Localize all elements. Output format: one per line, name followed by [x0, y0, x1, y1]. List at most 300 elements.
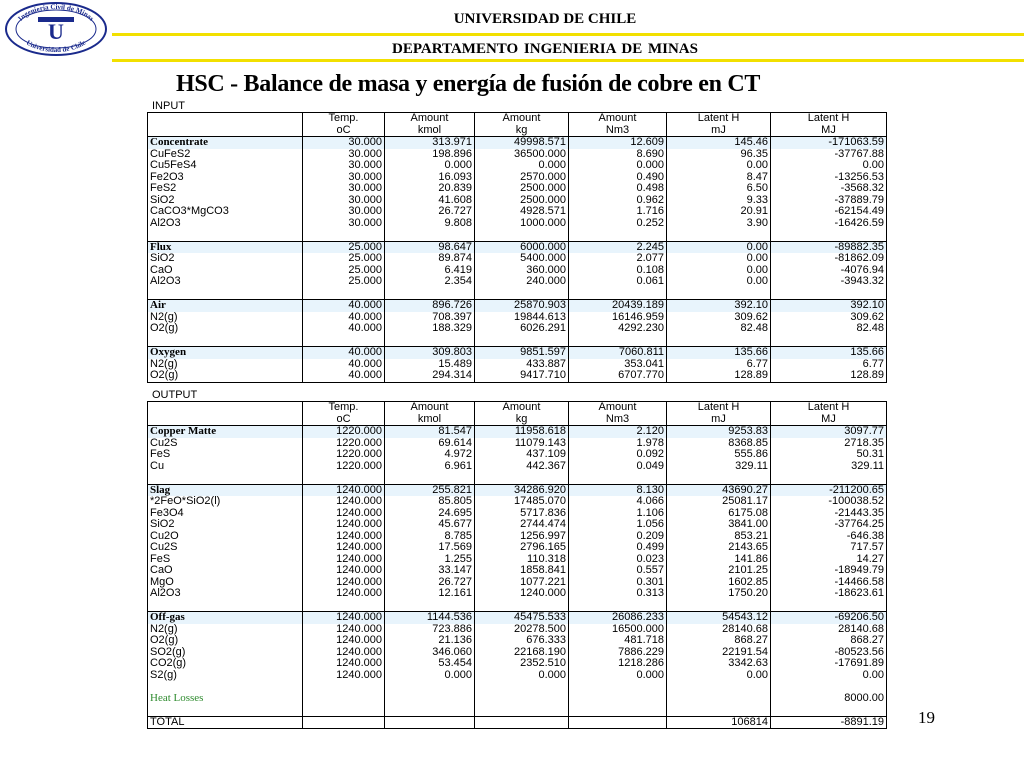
table-cell: Off-gas [148, 612, 303, 624]
table-cell: 25870.903 [475, 300, 569, 312]
table-cell: 392.10 [667, 300, 771, 312]
table-row [148, 519, 887, 531]
table-cell: -3943.32 [771, 276, 887, 288]
table-cell: 40.000 [303, 300, 385, 312]
table-cell: 3841.00 [667, 519, 771, 531]
table-cell: 6000.000 [475, 241, 569, 253]
table-cell: Cu [148, 461, 303, 473]
table-cell: 145.46 [667, 137, 771, 149]
table-cell: 6.77 [667, 359, 771, 371]
table-cell: O2(g) [148, 635, 303, 647]
table-cell: FeS2 [148, 183, 303, 195]
table-cell: -3568.32 [771, 183, 887, 195]
table-cell: 723.886 [385, 624, 475, 636]
table-cell: 1240.000 [303, 508, 385, 520]
header-divider-bottom [112, 59, 1024, 62]
table-row [148, 149, 887, 161]
table-cell [569, 288, 667, 300]
table-cell: 40.000 [303, 370, 385, 382]
table-cell: 11079.143 [475, 438, 569, 450]
table-cell: 309.62 [667, 312, 771, 324]
table-cell: Cu2S [148, 542, 303, 554]
table-row [148, 160, 887, 172]
table-cell: 2718.35 [771, 438, 887, 450]
table-cell: 20278.500 [475, 624, 569, 636]
table-cell: 6175.08 [667, 508, 771, 520]
table-cell [385, 472, 475, 484]
table-cell: 1220.000 [303, 426, 385, 438]
table-cell: -18949.79 [771, 565, 887, 577]
table-cell: CaCO3*MgCO3 [148, 206, 303, 218]
table-row [148, 588, 887, 600]
table-cell [475, 600, 569, 612]
column-header: Amount [385, 113, 475, 125]
table-cell: 0.00 [771, 670, 887, 682]
table-row [148, 461, 887, 473]
spacer-row [148, 600, 887, 612]
table-cell [148, 229, 303, 241]
table-cell: 69.614 [385, 438, 475, 450]
table-cell: 54543.12 [667, 612, 771, 624]
table-cell: 0.00 [667, 160, 771, 172]
table-cell: 0.209 [569, 531, 667, 543]
table-cell: 8.785 [385, 531, 475, 543]
table-cell: 4.972 [385, 449, 475, 461]
table-cell: 392.10 [771, 300, 887, 312]
table-row [148, 253, 887, 265]
table-cell: 2.245 [569, 241, 667, 253]
table-cell: SiO2 [148, 195, 303, 207]
table-row [148, 265, 887, 277]
table-cell [569, 335, 667, 347]
table-cell: Concentrate [148, 137, 303, 149]
table-cell: 11958.618 [475, 426, 569, 438]
table-cell: 26086.233 [569, 612, 667, 624]
table-cell [569, 600, 667, 612]
table-cell [475, 229, 569, 241]
department-name: DEPARTAMENTO INGENIERIA DE MINAS [392, 41, 698, 57]
table-cell: 25.000 [303, 241, 385, 253]
table-cell: 2101.25 [667, 565, 771, 577]
table-cell: 0.00 [771, 160, 887, 172]
table-cell: Al2O3 [148, 588, 303, 600]
table-cell: *2FeO*SiO2(l) [148, 496, 303, 508]
table-cell [148, 288, 303, 300]
table-cell: Fe3O4 [148, 508, 303, 520]
table-cell: -37889.79 [771, 195, 887, 207]
table-row [148, 542, 887, 554]
table-cell: 0.023 [569, 554, 667, 566]
table-cell: 2352.510 [475, 658, 569, 670]
table-cell: 40.000 [303, 312, 385, 324]
table-cell: SiO2 [148, 253, 303, 265]
table-cell [475, 716, 569, 729]
table-cell: 135.66 [667, 347, 771, 359]
table-cell: 1.106 [569, 508, 667, 520]
table-cell: Fe2O3 [148, 172, 303, 184]
table-cell: 12.161 [385, 588, 475, 600]
table-cell: -18623.61 [771, 588, 887, 600]
column-header: Nm3 [569, 125, 667, 137]
table-row [148, 359, 887, 371]
table-cell: 2500.000 [475, 183, 569, 195]
page-title: HSC - Balance de masa y energía de fusión de cobre en CT [176, 71, 761, 97]
table-cell: N2(g) [148, 312, 303, 324]
table-cell: 81.547 [385, 426, 475, 438]
table-row [148, 449, 887, 461]
table-cell [303, 335, 385, 347]
table-cell: 7886.229 [569, 647, 667, 659]
table-cell: 1218.286 [569, 658, 667, 670]
table-cell: 1240.000 [303, 670, 385, 682]
table-cell: 22168.190 [475, 647, 569, 659]
table-cell: 7060.811 [569, 347, 667, 359]
table-cell: FeS [148, 449, 303, 461]
table-cell: Flux [148, 241, 303, 253]
table-cell: 1240.000 [303, 624, 385, 636]
table-cell: 85.805 [385, 496, 475, 508]
table-cell [148, 681, 303, 693]
table-cell [771, 229, 887, 241]
column-header: mJ [667, 414, 771, 426]
table-cell: -81862.09 [771, 253, 887, 265]
table-cell: 20.91 [667, 206, 771, 218]
group-total-row [148, 137, 887, 149]
column-header [148, 125, 303, 137]
table-cell: 1220.000 [303, 438, 385, 450]
table-cell: 50.31 [771, 449, 887, 461]
table-cell: Copper Matte [148, 426, 303, 438]
column-header: MJ [771, 125, 887, 137]
table-cell: O2(g) [148, 370, 303, 382]
table-cell [303, 472, 385, 484]
table-cell: -646.38 [771, 531, 887, 543]
table-cell [667, 472, 771, 484]
table-row [148, 635, 887, 647]
table-cell: N2(g) [148, 624, 303, 636]
table-cell: 3.90 [667, 218, 771, 230]
table-row [148, 531, 887, 543]
table-cell: 16146.959 [569, 312, 667, 324]
table-cell: 9.808 [385, 218, 475, 230]
table-cell: Oxygen [148, 347, 303, 359]
table-cell: 141.86 [667, 554, 771, 566]
table-cell: 25.000 [303, 265, 385, 277]
table-cell [667, 693, 771, 705]
table-cell: 0.000 [569, 160, 667, 172]
table-cell: -89882.35 [771, 241, 887, 253]
table-cell: 40.000 [303, 359, 385, 371]
table-cell: 0.962 [569, 195, 667, 207]
table-cell: Cu2O [148, 531, 303, 543]
table-row [148, 496, 887, 508]
table-cell [385, 288, 475, 300]
column-header [148, 113, 303, 125]
table-cell: -37767.88 [771, 149, 887, 161]
table-cell: 0.108 [569, 265, 667, 277]
group-total-row [148, 484, 887, 496]
table-row [148, 670, 887, 682]
table-row [148, 565, 887, 577]
table-cell [303, 681, 385, 693]
table-cell: 8.690 [569, 149, 667, 161]
table-cell: 1077.221 [475, 577, 569, 589]
table-cell: 1240.000 [303, 647, 385, 659]
table-cell: 309.803 [385, 347, 475, 359]
table-cell: 6.419 [385, 265, 475, 277]
table-cell [667, 681, 771, 693]
table-cell [569, 229, 667, 241]
table-cell: 1240.000 [303, 519, 385, 531]
column-header: MJ [771, 414, 887, 426]
table-cell: 26.727 [385, 577, 475, 589]
table-cell [667, 335, 771, 347]
table-cell [569, 693, 667, 705]
table-cell [569, 472, 667, 484]
table-row [148, 554, 887, 566]
table-cell: 0.00 [667, 276, 771, 288]
table-cell: 25.000 [303, 253, 385, 265]
table-cell: 2143.65 [667, 542, 771, 554]
table-header-row [148, 113, 887, 125]
spacer-row [148, 472, 887, 484]
table-cell: 33.147 [385, 565, 475, 577]
table-cell: 1.056 [569, 519, 667, 531]
table-cell: 128.89 [667, 370, 771, 382]
table-cell: 25081.17 [667, 496, 771, 508]
table-cell: 481.718 [569, 635, 667, 647]
table-row [148, 647, 887, 659]
spacer-row [148, 681, 887, 693]
input-table [147, 112, 887, 383]
table-cell: 45.677 [385, 519, 475, 531]
table-cell: 1240.000 [303, 496, 385, 508]
table-cell: -8891.19 [771, 716, 887, 729]
table-cell [771, 704, 887, 716]
table-cell: CaO [148, 565, 303, 577]
table-cell: Al2O3 [148, 276, 303, 288]
table-cell: 0.000 [475, 160, 569, 172]
table-cell: 41.608 [385, 195, 475, 207]
table-header-row [148, 414, 887, 426]
table-cell: 9851.597 [475, 347, 569, 359]
table-cell: 329.11 [771, 461, 887, 473]
column-header: oC [303, 125, 385, 137]
table-cell: 2570.000 [475, 172, 569, 184]
table-cell [303, 704, 385, 716]
table-cell: O2(g) [148, 323, 303, 335]
table-cell: 0.000 [475, 670, 569, 682]
table-cell [771, 472, 887, 484]
table-cell: 2796.165 [475, 542, 569, 554]
table-cell: Cu5FeS4 [148, 160, 303, 172]
table-row [148, 323, 887, 335]
table-cell [771, 335, 887, 347]
table-cell: 0.000 [385, 160, 475, 172]
table-cell: 30.000 [303, 160, 385, 172]
logo-text-top: Ingeniería Civil de Minas [16, 2, 96, 23]
table-cell: 555.86 [667, 449, 771, 461]
table-cell: -16426.59 [771, 218, 887, 230]
table-cell: 4928.571 [475, 206, 569, 218]
table-cell: 198.896 [385, 149, 475, 161]
column-header [148, 402, 303, 414]
table-cell: MgO [148, 577, 303, 589]
table-cell: 30.000 [303, 149, 385, 161]
table-cell: -17691.89 [771, 658, 887, 670]
table-cell: 2.077 [569, 253, 667, 265]
group-total-row [148, 426, 887, 438]
table-cell: 313.971 [385, 137, 475, 149]
table-cell: Al2O3 [148, 218, 303, 230]
table-cell [475, 472, 569, 484]
table-cell: 9.33 [667, 195, 771, 207]
table-cell: 0.313 [569, 588, 667, 600]
table-cell [385, 335, 475, 347]
table-cell: 0.252 [569, 218, 667, 230]
table-cell: 1256.997 [475, 531, 569, 543]
table-cell: 2.354 [385, 276, 475, 288]
table-cell: 0.490 [569, 172, 667, 184]
table-cell [475, 693, 569, 705]
column-header: Latent H [667, 113, 771, 125]
table-cell: 43690.27 [667, 484, 771, 496]
table-cell [148, 335, 303, 347]
table-cell: 1240.000 [303, 577, 385, 589]
table-row [148, 508, 887, 520]
table-cell: -211200.65 [771, 484, 887, 496]
table-cell: 30.000 [303, 183, 385, 195]
column-header: Temp. [303, 402, 385, 414]
table-cell: CaO [148, 265, 303, 277]
table-cell: 1240.000 [303, 612, 385, 624]
table-cell: 868.27 [771, 635, 887, 647]
table-row [148, 172, 887, 184]
table-cell: 1220.000 [303, 461, 385, 473]
total-row [148, 716, 887, 729]
logo-letter: U [48, 19, 64, 44]
table-cell: -14466.58 [771, 577, 887, 589]
table-cell: 28140.68 [771, 624, 887, 636]
table-cell: 30.000 [303, 218, 385, 230]
table-cell: 110.318 [475, 554, 569, 566]
table-cell: Slag [148, 484, 303, 496]
column-header: Amount [475, 402, 569, 414]
column-header: Temp. [303, 113, 385, 125]
table-cell [303, 716, 385, 729]
column-header: Latent H [771, 402, 887, 414]
table-cell [303, 288, 385, 300]
table-cell: 17.569 [385, 542, 475, 554]
group-total-row [148, 241, 887, 253]
table-cell: 8368.85 [667, 438, 771, 450]
column-header: kg [475, 414, 569, 426]
table-cell [385, 693, 475, 705]
table-cell: 2744.474 [475, 519, 569, 531]
table-cell [771, 600, 887, 612]
column-header: Amount [385, 402, 475, 414]
table-cell: SiO2 [148, 519, 303, 531]
table-cell: 255.821 [385, 484, 475, 496]
table-cell [569, 681, 667, 693]
table-cell: 442.367 [475, 461, 569, 473]
table-cell: 6026.291 [475, 323, 569, 335]
column-header: Nm3 [569, 414, 667, 426]
table-header-row [148, 125, 887, 137]
table-cell: 346.060 [385, 647, 475, 659]
table-cell: -69206.50 [771, 612, 887, 624]
table-cell: Cu2S [148, 438, 303, 450]
table-cell: 15.489 [385, 359, 475, 371]
table-cell: 717.57 [771, 542, 887, 554]
table-cell: 19844.613 [475, 312, 569, 324]
table-cell: 22191.54 [667, 647, 771, 659]
spacer-row [148, 229, 887, 241]
table-cell [303, 600, 385, 612]
table-cell: -100038.52 [771, 496, 887, 508]
table-cell [148, 704, 303, 716]
table-cell: 24.695 [385, 508, 475, 520]
table-cell: -13256.53 [771, 172, 887, 184]
table-cell: 896.726 [385, 300, 475, 312]
table-cell: 40.000 [303, 347, 385, 359]
input-section-label: INPUT [152, 100, 185, 112]
table-cell: 1240.000 [303, 484, 385, 496]
table-cell [771, 288, 887, 300]
table-cell: 0.557 [569, 565, 667, 577]
table-cell: 360.000 [475, 265, 569, 277]
table-cell: 676.333 [475, 635, 569, 647]
table-cell: TOTAL [148, 716, 303, 729]
table-cell: SO2(g) [148, 647, 303, 659]
table-cell: 9253.83 [667, 426, 771, 438]
table-cell: -80523.56 [771, 647, 887, 659]
table-row [148, 438, 887, 450]
table-cell: 89.874 [385, 253, 475, 265]
table-cell: 868.27 [667, 635, 771, 647]
column-header: kg [475, 125, 569, 137]
table-cell: 433.887 [475, 359, 569, 371]
table-cell: 0.00 [667, 670, 771, 682]
table-row [148, 658, 887, 670]
table-cell: 26.727 [385, 206, 475, 218]
table-cell: Air [148, 300, 303, 312]
table-cell: 309.62 [771, 312, 887, 324]
table-cell: 36500.000 [475, 149, 569, 161]
table-cell: 0.000 [569, 670, 667, 682]
table-cell: 82.48 [667, 323, 771, 335]
table-cell: 45475.533 [475, 612, 569, 624]
table-cell: 2500.000 [475, 195, 569, 207]
table-cell [148, 472, 303, 484]
table-cell: 2.120 [569, 426, 667, 438]
table-cell: 8.130 [569, 484, 667, 496]
table-cell: 128.89 [771, 370, 887, 382]
table-cell: 9417.710 [475, 370, 569, 382]
table-cell: 708.397 [385, 312, 475, 324]
table-cell: 353.041 [569, 359, 667, 371]
table-cell: 0.301 [569, 577, 667, 589]
table-cell: 1.255 [385, 554, 475, 566]
table-cell: 1240.000 [303, 531, 385, 543]
table-cell: 188.329 [385, 323, 475, 335]
column-header: mJ [667, 125, 771, 137]
table-cell: 21.136 [385, 635, 475, 647]
table-cell [475, 288, 569, 300]
table-cell: 1220.000 [303, 449, 385, 461]
table-cell: 14.27 [771, 554, 887, 566]
table-cell: 0.00 [667, 241, 771, 253]
